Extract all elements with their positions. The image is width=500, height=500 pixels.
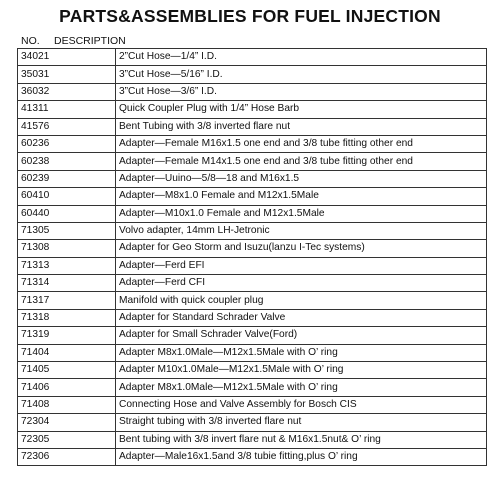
table-row [18,205,487,222]
table-row [18,135,487,152]
table-row [18,292,487,309]
table-row [18,362,487,379]
header-description: DESCRIPTION [54,35,126,47]
part-description: Adapter—Female M16x1.5 one end and 3/8 tube fitting other end [116,135,487,152]
part-description: Connecting Hose and Valve Assembly for Bosch CIS [116,396,487,413]
part-number: 60440 [18,205,116,222]
part-number: 36032 [18,83,116,100]
table-row [18,309,487,326]
parts-table [17,48,487,466]
part-description: Bent Tubing with 3/8 inverted flare nut [116,118,487,135]
part-number: 71404 [18,344,116,361]
part-number: 41576 [18,118,116,135]
part-description: Adapter M10x1.0Male—M12x1.5Male with O’ ring [116,362,487,379]
part-number: 71406 [18,379,116,396]
table-row [18,431,487,448]
part-description: Adapter—Ferd CFI [116,275,487,292]
table-row [18,327,487,344]
table-row [18,275,487,292]
table-row [18,188,487,205]
part-description: Adapter—Male16x1.5and 3/8 tubie fitting,plus O’ ring [116,448,487,465]
table-row [18,49,487,66]
part-number: 34021 [18,49,116,66]
table-row [18,170,487,187]
part-description: Adapter—Female M14x1.5 one end and 3/8 tube fitting other end [116,153,487,170]
table-row [18,222,487,239]
part-number: 71319 [18,327,116,344]
table-row [18,101,487,118]
part-number: 41311 [18,101,116,118]
part-number: 60410 [18,188,116,205]
header-no: NO. [21,35,40,47]
part-number: 35031 [18,66,116,83]
part-number: 71408 [18,396,116,413]
part-description: Adapter—Uuino—5/8—18 and M16x1.5 [116,170,487,187]
part-description: Adapter for Standard Schrader Valve [116,309,487,326]
part-number: 71305 [18,222,116,239]
part-description: Straight tubing with 3/8 inverted flare nut [116,414,487,431]
part-number: 60238 [18,153,116,170]
part-description: Adapter for Small Schrader Valve(Ford) [116,327,487,344]
table-row [18,153,487,170]
table-row [18,414,487,431]
part-description: Bent tubing with 3/8 invert flare nut & M16x1.5nut& O’ ring [116,431,487,448]
part-number: 71405 [18,362,116,379]
part-number: 72304 [18,414,116,431]
part-description: 3”Cut Hose—5/16” I.D. [116,66,487,83]
part-description: Adapter M8x1.0Male—M12x1.5Male with O’ ring [116,379,487,396]
part-description: Quick Coupler Plug with 1/4” Hose Barb [116,101,487,118]
part-number: 72306 [18,448,116,465]
table-row [18,379,487,396]
part-description: 3”Cut Hose—3/6” I.D. [116,83,487,100]
part-description: Manifold with quick coupler plug [116,292,487,309]
table-row [18,66,487,83]
part-number: 60239 [18,170,116,187]
part-description: Adapter—Ferd EFI [116,257,487,274]
part-description: Adapter M8x1.0Male—M12x1.5Male with O’ ring [116,344,487,361]
part-number: 60236 [18,135,116,152]
page-title: PARTS&ASSEMBLIES FOR FUEL INJECTION [59,6,441,26]
table-row [18,344,487,361]
table-row [18,118,487,135]
part-description: Adapter—M10x1.0 Female and M12x1.5Male [116,205,487,222]
table-row [18,240,487,257]
table-row [18,83,487,100]
part-number: 72305 [18,431,116,448]
part-number: 71308 [18,240,116,257]
part-number: 71318 [18,309,116,326]
table-row [18,448,487,465]
part-number: 71314 [18,275,116,292]
part-description: Adapter for Geo Storm and Isuzu(lanzu I-Tec systems) [116,240,487,257]
table-row [18,396,487,413]
table-row [18,257,487,274]
part-description: Adapter—M8x1.0 Female and M12x1.5Male [116,188,487,205]
part-description: Volvo adapter, 14mm LH-Jetronic [116,222,487,239]
part-description: 2”Cut Hose—1/4” I.D. [116,49,487,66]
part-number: 71317 [18,292,116,309]
part-number: 71313 [18,257,116,274]
